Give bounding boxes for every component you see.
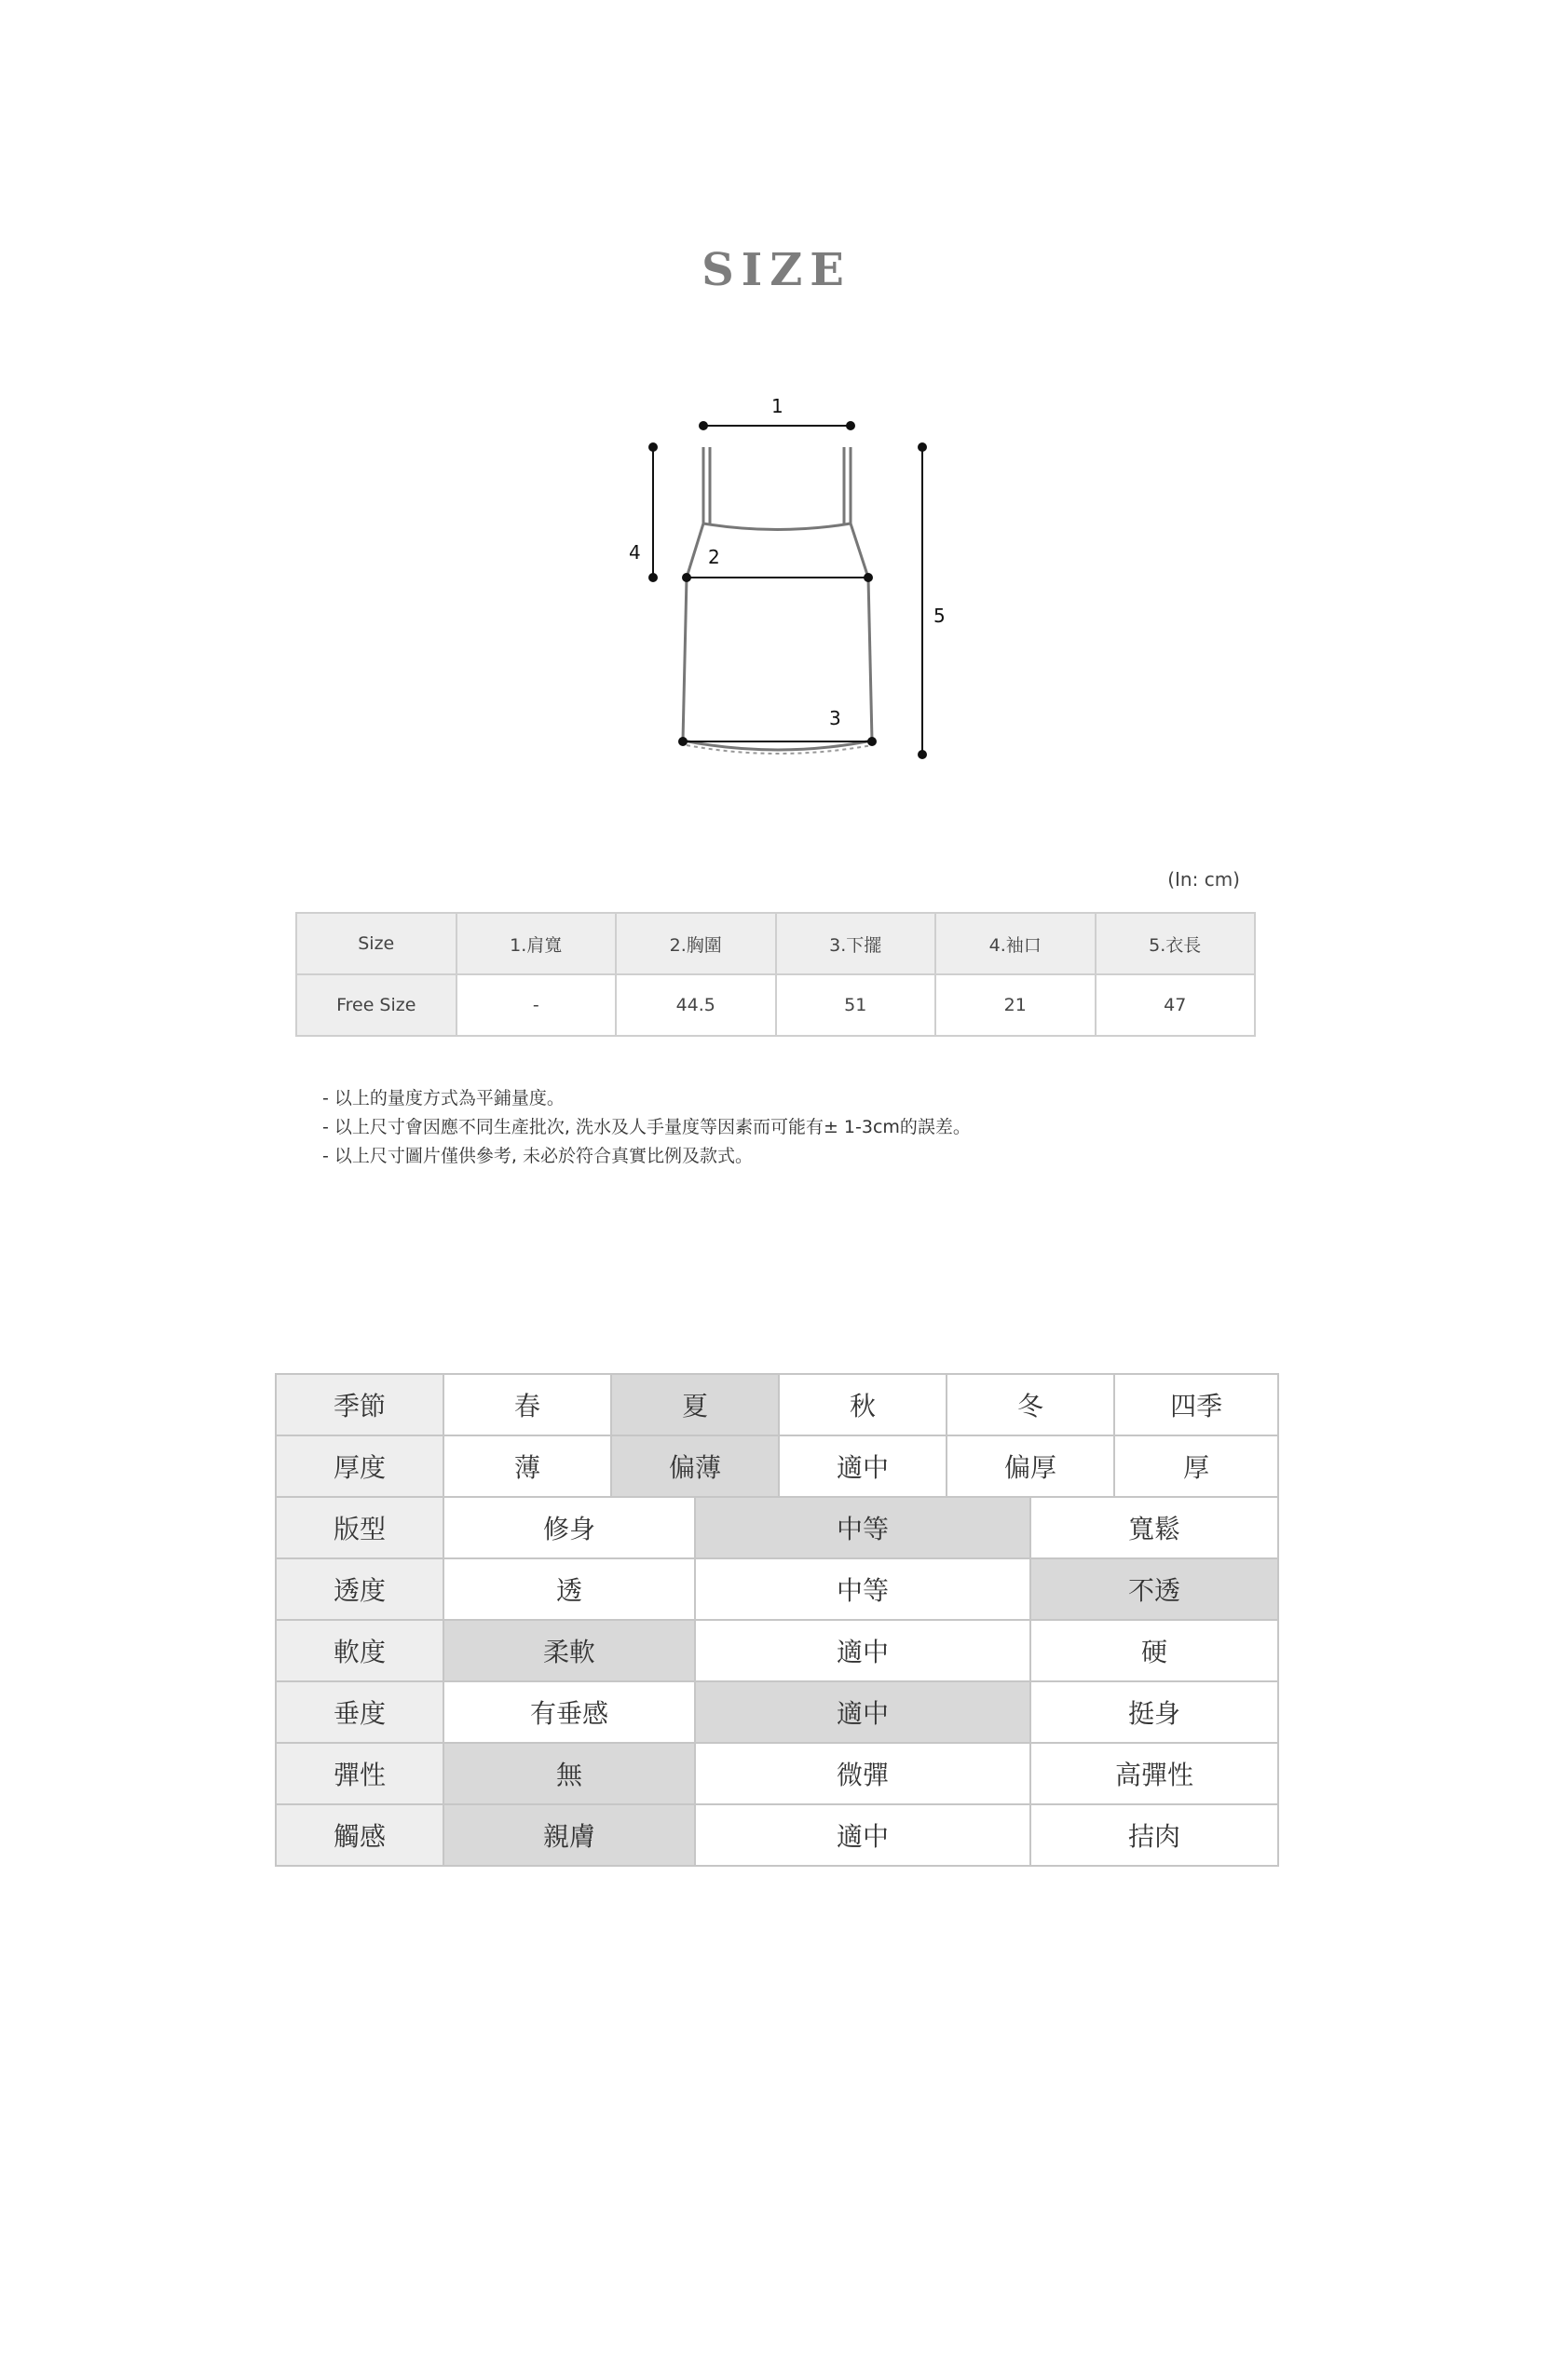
attr-label: 版型: [276, 1497, 443, 1558]
attr-option: 厚: [1114, 1435, 1278, 1497]
size-table-header-row: [296, 913, 1255, 974]
attr-option: 高彈性: [1030, 1743, 1278, 1804]
attr-row-elasticity: [276, 1743, 1278, 1804]
attr-option-selected: 無: [443, 1743, 695, 1804]
page-title: SIZE: [702, 244, 851, 296]
camisole-outline: [683, 447, 872, 750]
attr-option: 偏厚: [947, 1435, 1114, 1497]
attr-option: 冬: [947, 1374, 1114, 1435]
attr-option: 透: [443, 1558, 695, 1620]
size-header-cell: 1.肩寬: [456, 913, 617, 974]
attr-option: 有垂感: [443, 1681, 695, 1743]
attr-option: 適中: [695, 1804, 1030, 1866]
attr-row-thickness: [276, 1435, 1278, 1497]
diagram-label-4: 4: [629, 541, 641, 564]
note-line: - 以上的量度方式為平鋪量度。: [322, 1088, 565, 1108]
size-header-cell: 3.下擺: [776, 913, 936, 974]
attr-option: 拮肉: [1030, 1804, 1278, 1866]
attr-row-season: [276, 1374, 1278, 1435]
attr-row-transparency: [276, 1558, 1278, 1620]
attr-label: 觸感: [276, 1804, 443, 1866]
attr-option-selected: 偏薄: [611, 1435, 779, 1497]
attr-option: 四季: [1114, 1374, 1278, 1435]
attr-label: 透度: [276, 1558, 443, 1620]
size-value-cell: -: [456, 974, 617, 1036]
diagram-label-3: 3: [829, 707, 841, 729]
attr-option: 修身: [443, 1497, 695, 1558]
measurement-notes: [322, 1084, 971, 1171]
attr-label: 厚度: [276, 1435, 443, 1497]
attr-label: 彈性: [276, 1743, 443, 1804]
note-line: - 以上尺寸圖片僅供參考, 未必於符合真實比例及款式。: [322, 1146, 753, 1166]
attr-option-selected: 不透: [1030, 1558, 1278, 1620]
size-table-row: [296, 974, 1255, 1036]
attr-label: 垂度: [276, 1681, 443, 1743]
attr-option: 硬: [1030, 1620, 1278, 1681]
unit-note: (In: cm): [1167, 868, 1240, 891]
attr-option-selected: 適中: [695, 1681, 1030, 1743]
size-value-cell: 51: [776, 974, 936, 1036]
attr-option: 微彈: [695, 1743, 1030, 1804]
size-header-cell: 2.胸圍: [616, 913, 776, 974]
diagram-label-5: 5: [933, 605, 946, 627]
size-header-cell: 4.袖口: [935, 913, 1096, 974]
size-value-cell: 21: [935, 974, 1096, 1036]
attr-label: 季節: [276, 1374, 443, 1435]
attr-option-selected: 中等: [695, 1497, 1030, 1558]
size-table: [295, 912, 1256, 1037]
size-header-cell: Size: [296, 913, 456, 974]
fabric-attributes-table: [275, 1373, 1279, 1867]
attr-label: 軟度: [276, 1620, 443, 1681]
attr-row-softness: [276, 1620, 1278, 1681]
attr-option: 薄: [443, 1435, 611, 1497]
attr-row-touch: [276, 1804, 1278, 1866]
attr-option: 春: [443, 1374, 611, 1435]
attr-option: 中等: [695, 1558, 1030, 1620]
diagram-label-1: 1: [771, 395, 783, 417]
attr-row-fit: [276, 1497, 1278, 1558]
attr-option-selected: 親膚: [443, 1804, 695, 1866]
attr-option: 秋: [779, 1374, 947, 1435]
attr-option: 適中: [695, 1620, 1030, 1681]
size-value-cell: 44.5: [616, 974, 776, 1036]
garment-diagram: [615, 391, 969, 782]
size-header-cell: 5.衣長: [1096, 913, 1256, 974]
attr-option: 挺身: [1030, 1681, 1278, 1743]
attr-option: 適中: [779, 1435, 947, 1497]
size-value-cell: 47: [1096, 974, 1256, 1036]
note-line: - 以上尺寸會因應不同生產批次, 洗水及人手量度等因素而可能有± 1-3cm的誤差。: [322, 1117, 971, 1137]
attr-row-drape: [276, 1681, 1278, 1743]
size-row-label: Free Size: [296, 974, 456, 1036]
attr-option: 寬鬆: [1030, 1497, 1278, 1558]
attr-option-selected: 柔軟: [443, 1620, 695, 1681]
diagram-label-2: 2: [708, 546, 720, 568]
attr-option-selected: 夏: [611, 1374, 779, 1435]
